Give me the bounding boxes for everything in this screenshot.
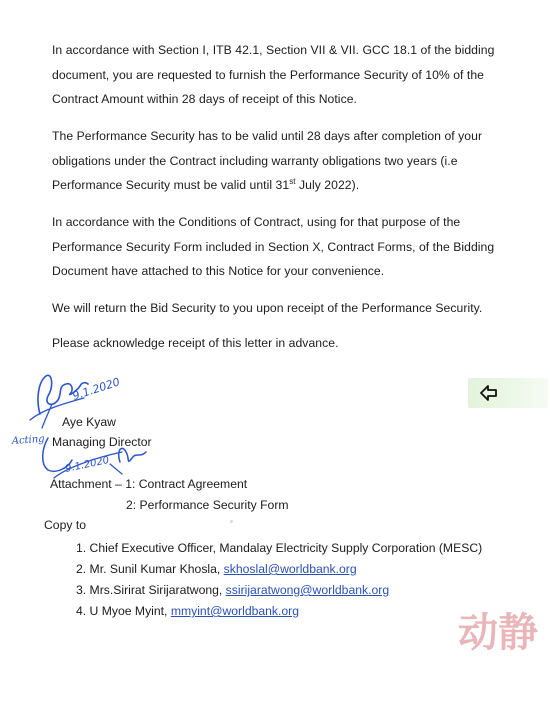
paragraph-performance-security-request (52, 38, 500, 112)
left-arrow-icon (478, 382, 500, 404)
watermark-text: 动静 (458, 610, 538, 656)
text-line: Document have attached to this Notice for your convenience. (52, 264, 385, 278)
scan-dot (230, 520, 233, 523)
recipient-text: 3. Mrs.Sirirat Sirijaratwong, (76, 583, 226, 597)
list-item (76, 540, 482, 561)
list-item (76, 582, 482, 603)
paragraph-acknowledge (52, 331, 500, 356)
text-line: In accordance with Section I, ITB 42.1, Section VII & VII. GCC 18.1 of the bidding (52, 43, 495, 57)
copy-to-label: Copy to (44, 518, 87, 532)
date-ordinal-suffix: st (289, 176, 296, 186)
validity-suffix: July 2022). (295, 178, 360, 192)
paragraph-validity (52, 124, 500, 198)
recipient-text: 4. U Myoe Myint, (76, 604, 171, 618)
list-item (76, 603, 482, 624)
attachment-line-2: 2: Performance Security Form (126, 498, 289, 512)
email-link[interactable]: ssirijaratwong@worldbank.org (225, 583, 390, 597)
text-line: Please acknowledge receipt of this letter in advance. (52, 336, 339, 350)
recipient-text: 1. Chief Executive Officer, Mandalay Electricity Supply Corporation (MESC) (76, 541, 483, 555)
watermark-logo (456, 606, 550, 656)
text-line: document, you are requested to furnish the Performance Security of 10% of the (52, 67, 485, 82)
handwritten-date-1: 9.1.2020 (70, 375, 122, 403)
list-item (76, 561, 482, 582)
signatory-name: Aye Kyaw (62, 415, 116, 429)
text-line: Contract Amount within 28 days of receipt of this Notice. (52, 92, 357, 106)
text-line (52, 173, 500, 198)
text-line: In accordance with the Conditions of Contract, using for that purpose of the (52, 215, 461, 229)
email-link[interactable]: skhoslal@worldbank.org (223, 562, 357, 576)
email-link[interactable]: mmyint@worldbank.org (170, 604, 300, 618)
handwritten-date-2: 9.1.2020 (64, 454, 111, 475)
text-line: The Performance Security has to be valid until 28 days after completion of your (52, 129, 483, 143)
paragraph-bid-security-return (52, 296, 500, 321)
arrow-highlight-box (468, 378, 548, 408)
attachment-line-1: Attachment – 1: Contract Agreement (50, 477, 248, 491)
text-line: We will return the Bid Security to you upon receipt of the Performance Security. (52, 301, 483, 315)
copy-to-list (76, 540, 482, 624)
text-line: obligations under the Contract including warranty obligations two years (i.e (52, 153, 458, 168)
signatory-title: Managing Director (52, 435, 152, 449)
validity-prefix: Performance Security must be valid until 31 (52, 178, 290, 192)
paragraph-conditions (52, 210, 500, 284)
recipient-text: 2. Mr. Sunil Kumar Khosla, (76, 562, 224, 576)
handwritten-acting: Acting (11, 433, 46, 447)
text-line: Performance Security Form included in Section X, Contract Forms, of the Bidding (52, 239, 495, 254)
